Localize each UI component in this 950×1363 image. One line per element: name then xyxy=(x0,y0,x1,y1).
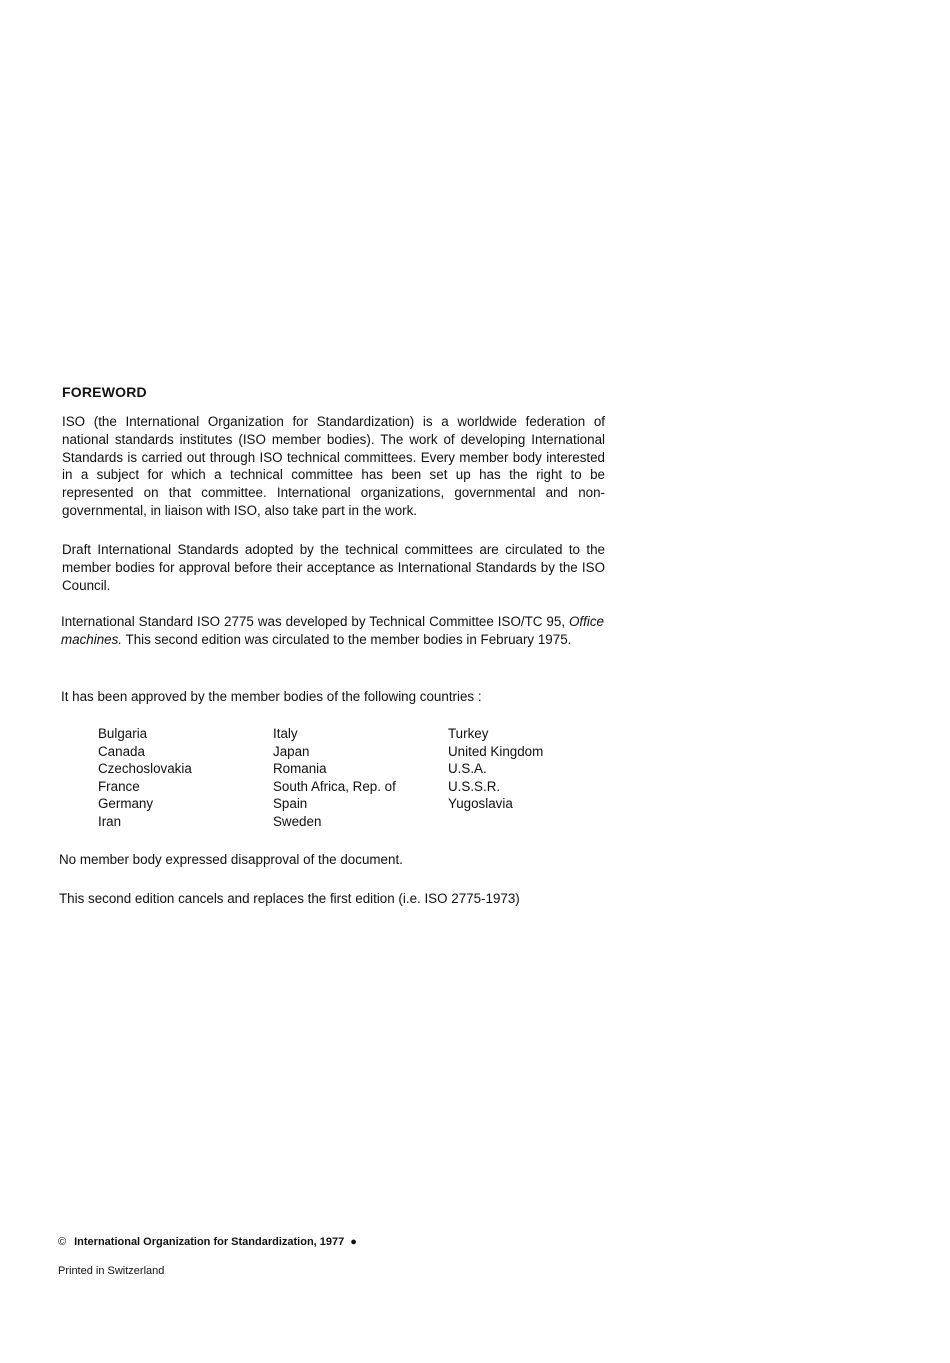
bullet-icon: ● xyxy=(350,1236,357,1248)
countries-column-1 xyxy=(98,725,192,831)
country-item: Yugoslavia xyxy=(448,796,513,812)
country-item: Spain xyxy=(273,796,308,812)
country-item: South Africa, Rep. of xyxy=(273,778,396,794)
country-item: France xyxy=(98,778,140,794)
development-text-end: This second edition was circulated to the member bodies in February 1975. xyxy=(122,631,572,647)
copyright-text: International Organization for Standardization, 1977 xyxy=(74,1236,345,1248)
copyright-line xyxy=(58,1236,357,1248)
country-item: Czechoslovakia xyxy=(98,761,192,777)
foreword-paragraph-development xyxy=(61,613,604,649)
foreword-paragraph-approval: It has been approved by the member bodies of the following countries : xyxy=(61,689,482,704)
country-item: U.S.A. xyxy=(448,761,487,777)
country-item: Germany xyxy=(98,796,154,812)
foreword-paragraph-no-disapproval: No member body expressed disapproval of the document. xyxy=(59,852,403,867)
country-item: Japan xyxy=(273,743,310,759)
country-item: United Kingdom xyxy=(448,743,544,759)
country-item: Turkey xyxy=(448,726,489,741)
country-item: Sweden xyxy=(273,813,322,829)
country-item: Iran xyxy=(98,813,122,829)
foreword-heading: FOREWORD xyxy=(62,384,147,400)
development-text-start: International Standard ISO 2775 was developed by Technical Committee ISO/TC 95, xyxy=(61,614,570,629)
printed-location: Printed in Switzerland xyxy=(58,1265,165,1277)
country-item: Romania xyxy=(273,761,327,777)
foreword-paragraph-edition-note: This second edition cancels and replaces the first edition (i.e. ISO 2775-1973) xyxy=(59,891,520,906)
foreword-paragraph-iso-intro: ISO (the International Organization for Standardization) is a worldwide federation of national standards institutes (ISO member bodies). The work of developing International Standards is carried out through ISO technical committees. Every member body interested in a subject for which a technical committee has been set up has the right to be represented on that committee. International organizations, governmental and non-governmental, in liaison with ISO, also take part in the work. xyxy=(62,414,605,518)
country-item: Bulgaria xyxy=(98,726,148,741)
country-item: Canada xyxy=(98,743,145,759)
countries-column-2 xyxy=(273,725,396,831)
copyright-icon: © xyxy=(58,1236,67,1248)
country-item: U.S.S.R. xyxy=(448,778,501,794)
country-item: Italy xyxy=(273,726,298,741)
foreword-paragraph-draft-standards: Draft International Standards adopted by the technical committees are circulated to the member bodies for approval before their acceptance as International Standards by the ISO Council. xyxy=(62,542,605,593)
committee-name: Office machines. xyxy=(61,614,604,647)
countries-column-3 xyxy=(448,725,543,813)
